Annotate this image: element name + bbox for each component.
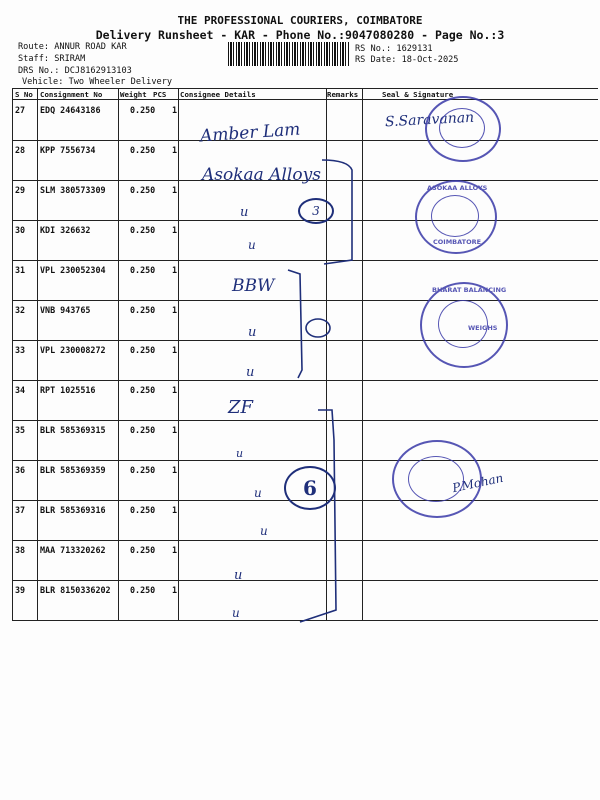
row-pcs: 1 xyxy=(172,505,178,515)
row-pcs: 1 xyxy=(172,185,178,195)
row-pcs: 1 xyxy=(172,585,178,595)
row-separator xyxy=(12,460,598,461)
row-consignment: RPT 1025516 xyxy=(40,385,96,395)
company-seal-stamp xyxy=(392,440,482,518)
handwritten-ditto: u xyxy=(240,205,249,220)
bharat-balancing-stamp xyxy=(420,282,508,368)
row-weight: 0.250 xyxy=(130,585,156,595)
table-row xyxy=(12,340,598,380)
col-consignment: Consignment No xyxy=(40,90,103,99)
row-weight: 0.250 xyxy=(130,545,156,555)
row-pcs: 1 xyxy=(172,105,178,115)
row-sno: 28 xyxy=(15,145,26,155)
row-sno: 34 xyxy=(15,385,26,395)
barcode xyxy=(228,42,350,66)
table-row xyxy=(12,420,598,460)
handwritten-ditto: u xyxy=(248,238,256,252)
row-sno: 32 xyxy=(15,305,26,315)
table-row xyxy=(12,260,598,300)
table-row xyxy=(12,380,598,420)
table-row xyxy=(12,540,598,580)
row-consignment: MAA 713320262 xyxy=(40,545,106,555)
company-seal-stamp xyxy=(425,96,501,162)
header-top-rule xyxy=(12,88,598,89)
col-remarks: Remarks xyxy=(327,90,359,99)
row-sno: 30 xyxy=(15,225,26,235)
stamp-ring xyxy=(408,456,464,502)
row-weight: 0.250 xyxy=(130,345,156,355)
stamp-top-text: BHARAT BALANCING xyxy=(432,286,507,294)
row-pcs: 1 xyxy=(172,545,178,555)
col-sno: S No xyxy=(15,90,33,99)
handwritten-ditto: u xyxy=(246,365,255,380)
table-row xyxy=(12,580,598,620)
row-consignment: VPL 230052304 xyxy=(40,265,106,275)
row-weight: 0.250 xyxy=(130,425,156,435)
row-separator xyxy=(12,540,598,541)
stamp-top-text: ASOKAA ALLOYS xyxy=(427,184,488,192)
handwritten-ditto: u xyxy=(234,568,243,583)
handwritten-ditto: u xyxy=(248,325,257,340)
row-sno: 31 xyxy=(15,265,26,275)
runsheet-title: Delivery Runsheet - KAR - Phone No.:9047080280 - Page No.:3 xyxy=(95,28,505,42)
row-pcs: 1 xyxy=(172,425,178,435)
signature: S.Saravanan xyxy=(384,109,475,131)
stamp-bottom-text: COIMBATORE xyxy=(433,238,482,246)
row-sno: 39 xyxy=(15,585,26,595)
table-row xyxy=(12,300,598,340)
row-pcs: 1 xyxy=(172,265,178,275)
row-separator xyxy=(12,380,598,381)
row-weight: 0.250 xyxy=(130,505,156,515)
row-separator xyxy=(12,260,598,261)
row-sno: 27 xyxy=(15,105,26,115)
signature: P.Mohan xyxy=(451,470,505,496)
asokaa-seal-stamp xyxy=(415,180,497,254)
row-sno: 33 xyxy=(15,345,26,355)
row-consignment: KPP 7556734 xyxy=(40,145,96,155)
row-consignment: VPL 230008272 xyxy=(40,345,106,355)
handwritten-consignee: Asokaa Alloys xyxy=(202,165,321,185)
row-separator xyxy=(12,140,598,141)
row-weight: 0.250 xyxy=(130,185,156,195)
row-weight: 0.250 xyxy=(130,385,156,395)
staff-label: Staff: SRIRAM xyxy=(18,54,86,64)
row-weight: 0.250 xyxy=(130,265,156,275)
table-row xyxy=(12,100,598,140)
route-label: Route: ANNUR ROAD KAR xyxy=(18,42,127,52)
row-pcs: 1 xyxy=(172,465,178,475)
row-separator xyxy=(12,340,598,341)
stamp-ring xyxy=(431,195,479,237)
col-consignee: Consignee Details xyxy=(180,90,256,99)
row-weight: 0.250 xyxy=(130,305,156,315)
row-weight: 0.250 xyxy=(130,105,156,115)
row-consignment: BLR 585369316 xyxy=(40,505,106,515)
handwritten-ditto: u xyxy=(254,486,262,500)
rs-number: RS No.: 1629131 xyxy=(355,44,433,54)
row-consignment: EDQ 24643186 xyxy=(40,105,101,115)
circled-count: 3 xyxy=(298,198,334,224)
row-separator xyxy=(12,580,598,581)
row-weight: 0.250 xyxy=(130,145,156,155)
row-separator xyxy=(12,620,598,621)
handwritten-ditto: u xyxy=(232,606,240,620)
row-weight: 0.250 xyxy=(130,225,156,235)
vehicle-label: Vehicle: Two Wheeler Delivery xyxy=(22,77,173,87)
row-weight: 0.250 xyxy=(130,465,156,475)
circled-count: 6 xyxy=(284,466,336,510)
handwritten-ditto: u xyxy=(260,524,268,538)
col-seal: Seal & Signature xyxy=(382,90,454,99)
handwritten-consignee: ZF xyxy=(228,397,253,418)
row-sno: 35 xyxy=(15,425,26,435)
handwritten-ditto: u xyxy=(236,447,244,460)
row-consignment: BLR 585369359 xyxy=(40,465,106,475)
handwritten-consignee: Amber Lam xyxy=(199,119,301,147)
row-separator xyxy=(12,420,598,421)
row-pcs: 1 xyxy=(172,225,178,235)
stamp-side-text: WEIGHS xyxy=(468,324,498,332)
row-separator xyxy=(12,300,598,301)
company-name: THE PROFESSIONAL COURIERS, COIMBATORE xyxy=(177,14,423,27)
rs-date: RS Date: 18-Oct-2025 xyxy=(355,55,459,65)
row-sno: 38 xyxy=(15,545,26,555)
row-consignment: VNB 943765 xyxy=(40,305,91,315)
row-consignment: BLR 8150336202 xyxy=(40,585,111,595)
row-consignment: SLM 380573309 xyxy=(40,185,106,195)
row-pcs: 1 xyxy=(172,345,178,355)
row-pcs: 1 xyxy=(172,385,178,395)
row-pcs: 1 xyxy=(172,305,178,315)
row-sno: 37 xyxy=(15,505,26,515)
row-consignment: BLR 585369315 xyxy=(40,425,106,435)
drs-number: DRS No.: DCJ8162913103 xyxy=(18,66,132,76)
stamp-ring xyxy=(439,108,485,148)
row-consignment: KDI 326632 xyxy=(40,225,91,235)
table-row xyxy=(12,220,598,260)
col-weight: Weight xyxy=(120,90,147,99)
col-pcs: PCS xyxy=(153,90,167,99)
handwritten-consignee: BBW xyxy=(232,276,275,296)
row-sno: 29 xyxy=(15,185,26,195)
row-pcs: 1 xyxy=(172,145,178,155)
row-sno: 36 xyxy=(15,465,26,475)
